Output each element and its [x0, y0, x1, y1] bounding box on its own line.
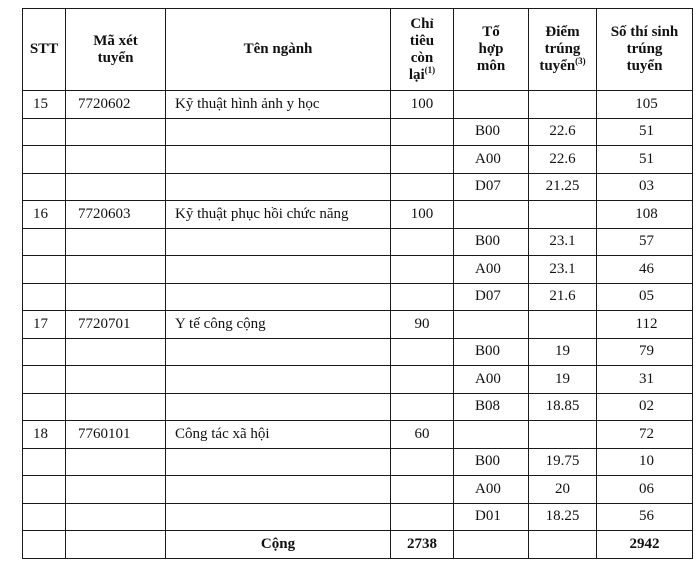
- cell-count: 51: [597, 118, 693, 146]
- cell-stt: [23, 118, 66, 146]
- total-cell-empty-1: [23, 531, 66, 559]
- cell-stt: [23, 503, 66, 531]
- cell-combo: [454, 311, 529, 339]
- cell-score: [529, 421, 597, 449]
- cell-quota: [391, 118, 454, 146]
- cell-name: [166, 146, 391, 174]
- total-cell-empty-2: [66, 531, 166, 559]
- cell-score: [529, 91, 597, 119]
- cell-score: 21.6: [529, 283, 597, 311]
- cell-stt: [23, 366, 66, 394]
- header-row: [23, 9, 693, 91]
- cell-code: [66, 146, 166, 174]
- cell-combo: D07: [454, 173, 529, 201]
- cell-name: [166, 118, 391, 146]
- cell-stt: [23, 338, 66, 366]
- cell-combo: B00: [454, 448, 529, 476]
- cell-count: 03: [597, 173, 693, 201]
- cell-combo: [454, 421, 529, 449]
- cell-count: 51: [597, 146, 693, 174]
- total-label: Cộng: [166, 531, 391, 559]
- cell-score: 19: [529, 338, 597, 366]
- cell-name: Y tế công cộng: [166, 311, 391, 339]
- cell-count: 108: [597, 201, 693, 229]
- cell-quota: [391, 256, 454, 284]
- cell-count: 57: [597, 228, 693, 256]
- cell-score: 22.6: [529, 118, 597, 146]
- combo-row: [23, 173, 693, 201]
- header-code: Mã xét tuyển: [66, 9, 166, 91]
- combo-row: [23, 448, 693, 476]
- cell-name: [166, 173, 391, 201]
- cell-combo: B00: [454, 338, 529, 366]
- major-row: [23, 311, 693, 339]
- cell-score: 23.1: [529, 256, 597, 284]
- cell-count: 79: [597, 338, 693, 366]
- cell-count: 56: [597, 503, 693, 531]
- cell-count: 02: [597, 393, 693, 421]
- cell-code: [66, 338, 166, 366]
- cell-count: 10: [597, 448, 693, 476]
- cell-combo: A00: [454, 366, 529, 394]
- cell-name: Kỹ thuật phục hồi chức năng: [166, 201, 391, 229]
- cell-quota: [391, 338, 454, 366]
- cell-score: [529, 201, 597, 229]
- cell-quota: 100: [391, 91, 454, 119]
- cell-name: [166, 256, 391, 284]
- cell-count: 72: [597, 421, 693, 449]
- major-row: [23, 201, 693, 229]
- cell-combo: A00: [454, 476, 529, 504]
- cell-quota: 100: [391, 201, 454, 229]
- cell-code: [66, 118, 166, 146]
- combo-row: [23, 146, 693, 174]
- cell-count: 31: [597, 366, 693, 394]
- combo-row: [23, 338, 693, 366]
- major-row: [23, 421, 693, 449]
- total-cell-empty-3: [454, 531, 529, 559]
- cell-code: [66, 503, 166, 531]
- cell-count: 46: [597, 256, 693, 284]
- cell-stt: 17: [23, 311, 66, 339]
- cell-name: [166, 228, 391, 256]
- combo-row: [23, 393, 693, 421]
- cell-stt: [23, 173, 66, 201]
- cell-combo: A00: [454, 256, 529, 284]
- table-body: [23, 91, 693, 531]
- cell-code: 7720603: [66, 201, 166, 229]
- combo-row: [23, 283, 693, 311]
- cell-count: 105: [597, 91, 693, 119]
- cell-quota: 60: [391, 421, 454, 449]
- cell-code: [66, 448, 166, 476]
- cell-combo: B00: [454, 118, 529, 146]
- cell-quota: [391, 283, 454, 311]
- header-combo: Tổ hợp môn: [454, 9, 529, 91]
- cell-code: 7720701: [66, 311, 166, 339]
- cell-stt: [23, 283, 66, 311]
- cell-quota: [391, 393, 454, 421]
- cell-stt: [23, 393, 66, 421]
- cell-name: [166, 393, 391, 421]
- cell-code: [66, 393, 166, 421]
- cell-count: 05: [597, 283, 693, 311]
- combo-row: [23, 503, 693, 531]
- cell-quota: 90: [391, 311, 454, 339]
- combo-row: [23, 476, 693, 504]
- combo-row: [23, 366, 693, 394]
- cell-name: [166, 366, 391, 394]
- cell-quota: [391, 476, 454, 504]
- cell-code: [66, 283, 166, 311]
- cell-code: [66, 173, 166, 201]
- cell-score: [529, 311, 597, 339]
- cell-stt: [23, 146, 66, 174]
- admissions-table: [22, 8, 693, 559]
- cell-score: 23.1: [529, 228, 597, 256]
- cell-score: 19.75: [529, 448, 597, 476]
- header-name: Tên ngành: [166, 9, 391, 91]
- combo-row: [23, 256, 693, 284]
- cell-name: Kỹ thuật hình ảnh y học: [166, 91, 391, 119]
- cell-stt: [23, 448, 66, 476]
- cell-stt: 16: [23, 201, 66, 229]
- cell-score: 18.25: [529, 503, 597, 531]
- cell-score: 21.25: [529, 173, 597, 201]
- header-stt: STT: [23, 9, 66, 91]
- cell-code: [66, 228, 166, 256]
- total-count: 2942: [597, 531, 693, 559]
- cell-combo: B00: [454, 228, 529, 256]
- cell-score: 20: [529, 476, 597, 504]
- header-score: Điểm trúng tuyển$^{(3)}$: [529, 9, 597, 91]
- cell-name: Công tác xã hội: [166, 421, 391, 449]
- combo-row: [23, 118, 693, 146]
- cell-combo: D01: [454, 503, 529, 531]
- total-row: [23, 531, 693, 559]
- cell-name: [166, 503, 391, 531]
- cell-quota: [391, 146, 454, 174]
- cell-code: [66, 256, 166, 284]
- cell-name: [166, 338, 391, 366]
- cell-combo: A00: [454, 146, 529, 174]
- total-quota: 2738: [391, 531, 454, 559]
- cell-score: 22.6: [529, 146, 597, 174]
- cell-count: 112: [597, 311, 693, 339]
- cell-quota: [391, 448, 454, 476]
- cell-score: 19: [529, 366, 597, 394]
- cell-quota: [391, 503, 454, 531]
- cell-quota: [391, 173, 454, 201]
- major-row: [23, 91, 693, 119]
- cell-score: 18.85: [529, 393, 597, 421]
- cell-stt: [23, 476, 66, 504]
- cell-count: 06: [597, 476, 693, 504]
- cell-combo: D07: [454, 283, 529, 311]
- cell-combo: B08: [454, 393, 529, 421]
- cell-quota: [391, 366, 454, 394]
- header-count: Số thí sinh trúng tuyển: [597, 9, 693, 91]
- cell-stt: [23, 228, 66, 256]
- cell-code: 7760101: [66, 421, 166, 449]
- cell-code: [66, 476, 166, 504]
- cell-code: 7720602: [66, 91, 166, 119]
- total-cell-empty-4: [529, 531, 597, 559]
- cell-name: [166, 476, 391, 504]
- cell-combo: [454, 91, 529, 119]
- cell-stt: 18: [23, 421, 66, 449]
- cell-code: [66, 366, 166, 394]
- cell-name: [166, 283, 391, 311]
- cell-name: [166, 448, 391, 476]
- combo-row: [23, 228, 693, 256]
- cell-combo: [454, 201, 529, 229]
- cell-stt: 15: [23, 91, 66, 119]
- cell-stt: [23, 256, 66, 284]
- header-quota: Chỉ tiêu còn lại$^{(1)}$: [391, 9, 454, 91]
- cell-quota: [391, 228, 454, 256]
